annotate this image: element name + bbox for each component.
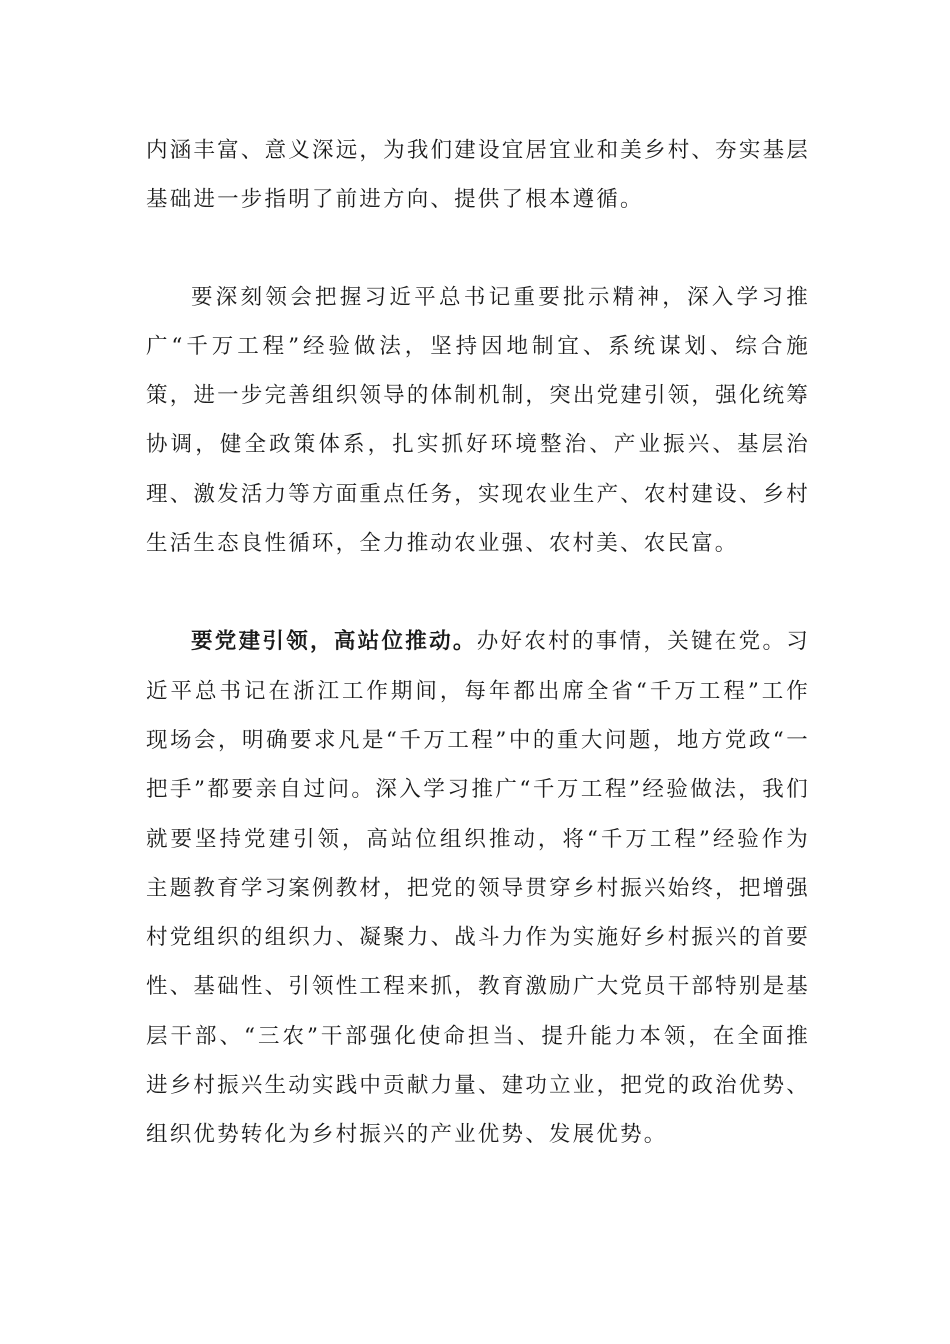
paragraph-body bbox=[146, 273, 810, 569]
paragraph-text: 要深刻领会把握习近平总书记重要批示精神，深入学习推广“千万工程”经验做法，坚持因地制宜、系统谋划、综合施策，进一步完善组织领导的体制机制，突出党建引领，强化统筹协调，健全政策体系，扎实抓好环境整治、产业振兴、基层治理、激发活力等方面重点任务，实现农业生产、农村建设、乡村生活生态良性循环，全力推动农业强、农村美、农民富。 bbox=[146, 284, 810, 557]
paragraph-lead-heading: 要党建引领，高站位推动。 bbox=[191, 629, 477, 655]
document-page bbox=[146, 126, 810, 1160]
paragraph-text: 办好农村的事情，关键在党。习近平总书记在浙江工作期间，每年都出席全省“千万工程”工作现场会，明确要求凡是“千万工程”中的重大问题，地方党政“一把手”都要亲自过问。深入学习推广“千万工程”经验做法，我们就要坚持党建引领，高站位组织推动，将“千万工程”经验作为主题教育学习案例教材，把党的领导贯穿乡村振兴始终，把增强村党组织的组织力、凝聚力、战斗力作为实施好乡村振兴的首要性、基础性、引领性工程来抓，教育激励广大党员干部特别是基层干部、“三农”干部强化使命担当、提升能力本领，在全面推进乡村振兴生动实践中贡献力量、建功立业，把党的政治优势、组织优势转化为乡村振兴的产业优势、发展优势。 bbox=[146, 629, 810, 1148]
paragraph-text: 内涵丰富、意义深远，为我们建设宜居宜业和美乡村、夯实基层基础进一步指明了前进方向、提供了根本遵循。 bbox=[146, 138, 810, 213]
paragraph-continuation bbox=[146, 126, 810, 225]
paragraph-section bbox=[146, 617, 810, 1159]
